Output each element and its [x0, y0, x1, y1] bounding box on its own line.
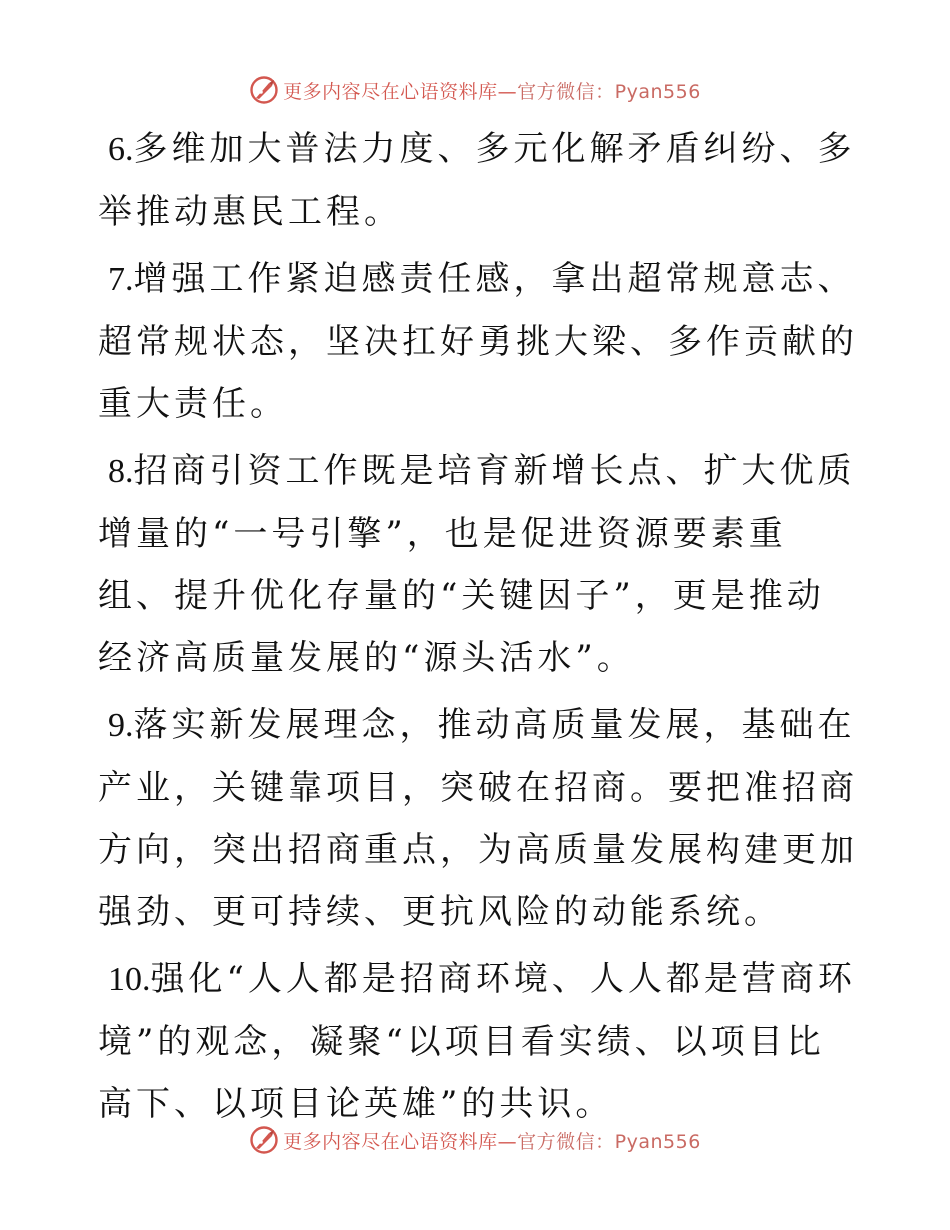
paragraph-text: 多维加大普法力度、多元化解矛盾纠纷、多举推动惠民工程。 — [98, 129, 856, 232]
quill-pen-circle-icon — [249, 75, 279, 105]
paragraph-number: 9. — [108, 707, 134, 744]
paragraph-number: 10. — [108, 961, 151, 998]
paragraph-text: 增强工作紧迫感责任感，拿出超常规意志、超常规状态，坚决扛好勇挑大梁、多作贡献的重大责任。 — [98, 259, 858, 424]
paragraph-number: 6. — [108, 131, 134, 168]
watermark-banner-bottom — [0, 1120, 950, 1160]
watermark-text: 更多内容尽在心语资料库—官方微信：Pyan556 — [283, 1130, 701, 1153]
paragraph-number: 8. — [108, 453, 134, 490]
paragraph-9 — [98, 694, 858, 943]
paragraph-text: 落实新发展理念，推动高质量发展，基础在产业，关键靠项目，突破在招商。要把准招商方向，突出招商重点，为高质量发展构建更加强劲、更可持续、更抗风险的动能系统。 — [98, 705, 858, 932]
watermark-banner-top — [0, 70, 950, 110]
paragraph-text: 强化“人人都是招商环境、人人都是营商环境”的观念，凝聚“以项目看实绩、以项目比高下、以项目论英雄”的共识。 — [98, 959, 856, 1124]
paragraph-text: 招商引资工作既是培育新增长点、扩大优质增量的“一号引擎”，也是促进资源要素重组、提升优化存量的“关键因子”，更是推动经济高质量发展的“源头活水”。 — [98, 451, 856, 678]
paragraph-number: 7. — [108, 261, 134, 298]
paragraph-7 — [98, 248, 858, 435]
paragraph-8 — [98, 440, 858, 689]
quill-pen-circle-icon — [249, 1125, 279, 1155]
paragraph-6 — [98, 118, 858, 243]
document-body — [98, 118, 858, 1140]
paragraph-10 — [98, 948, 858, 1135]
watermark-text: 更多内容尽在心语资料库—官方微信：Pyan556 — [283, 80, 701, 103]
